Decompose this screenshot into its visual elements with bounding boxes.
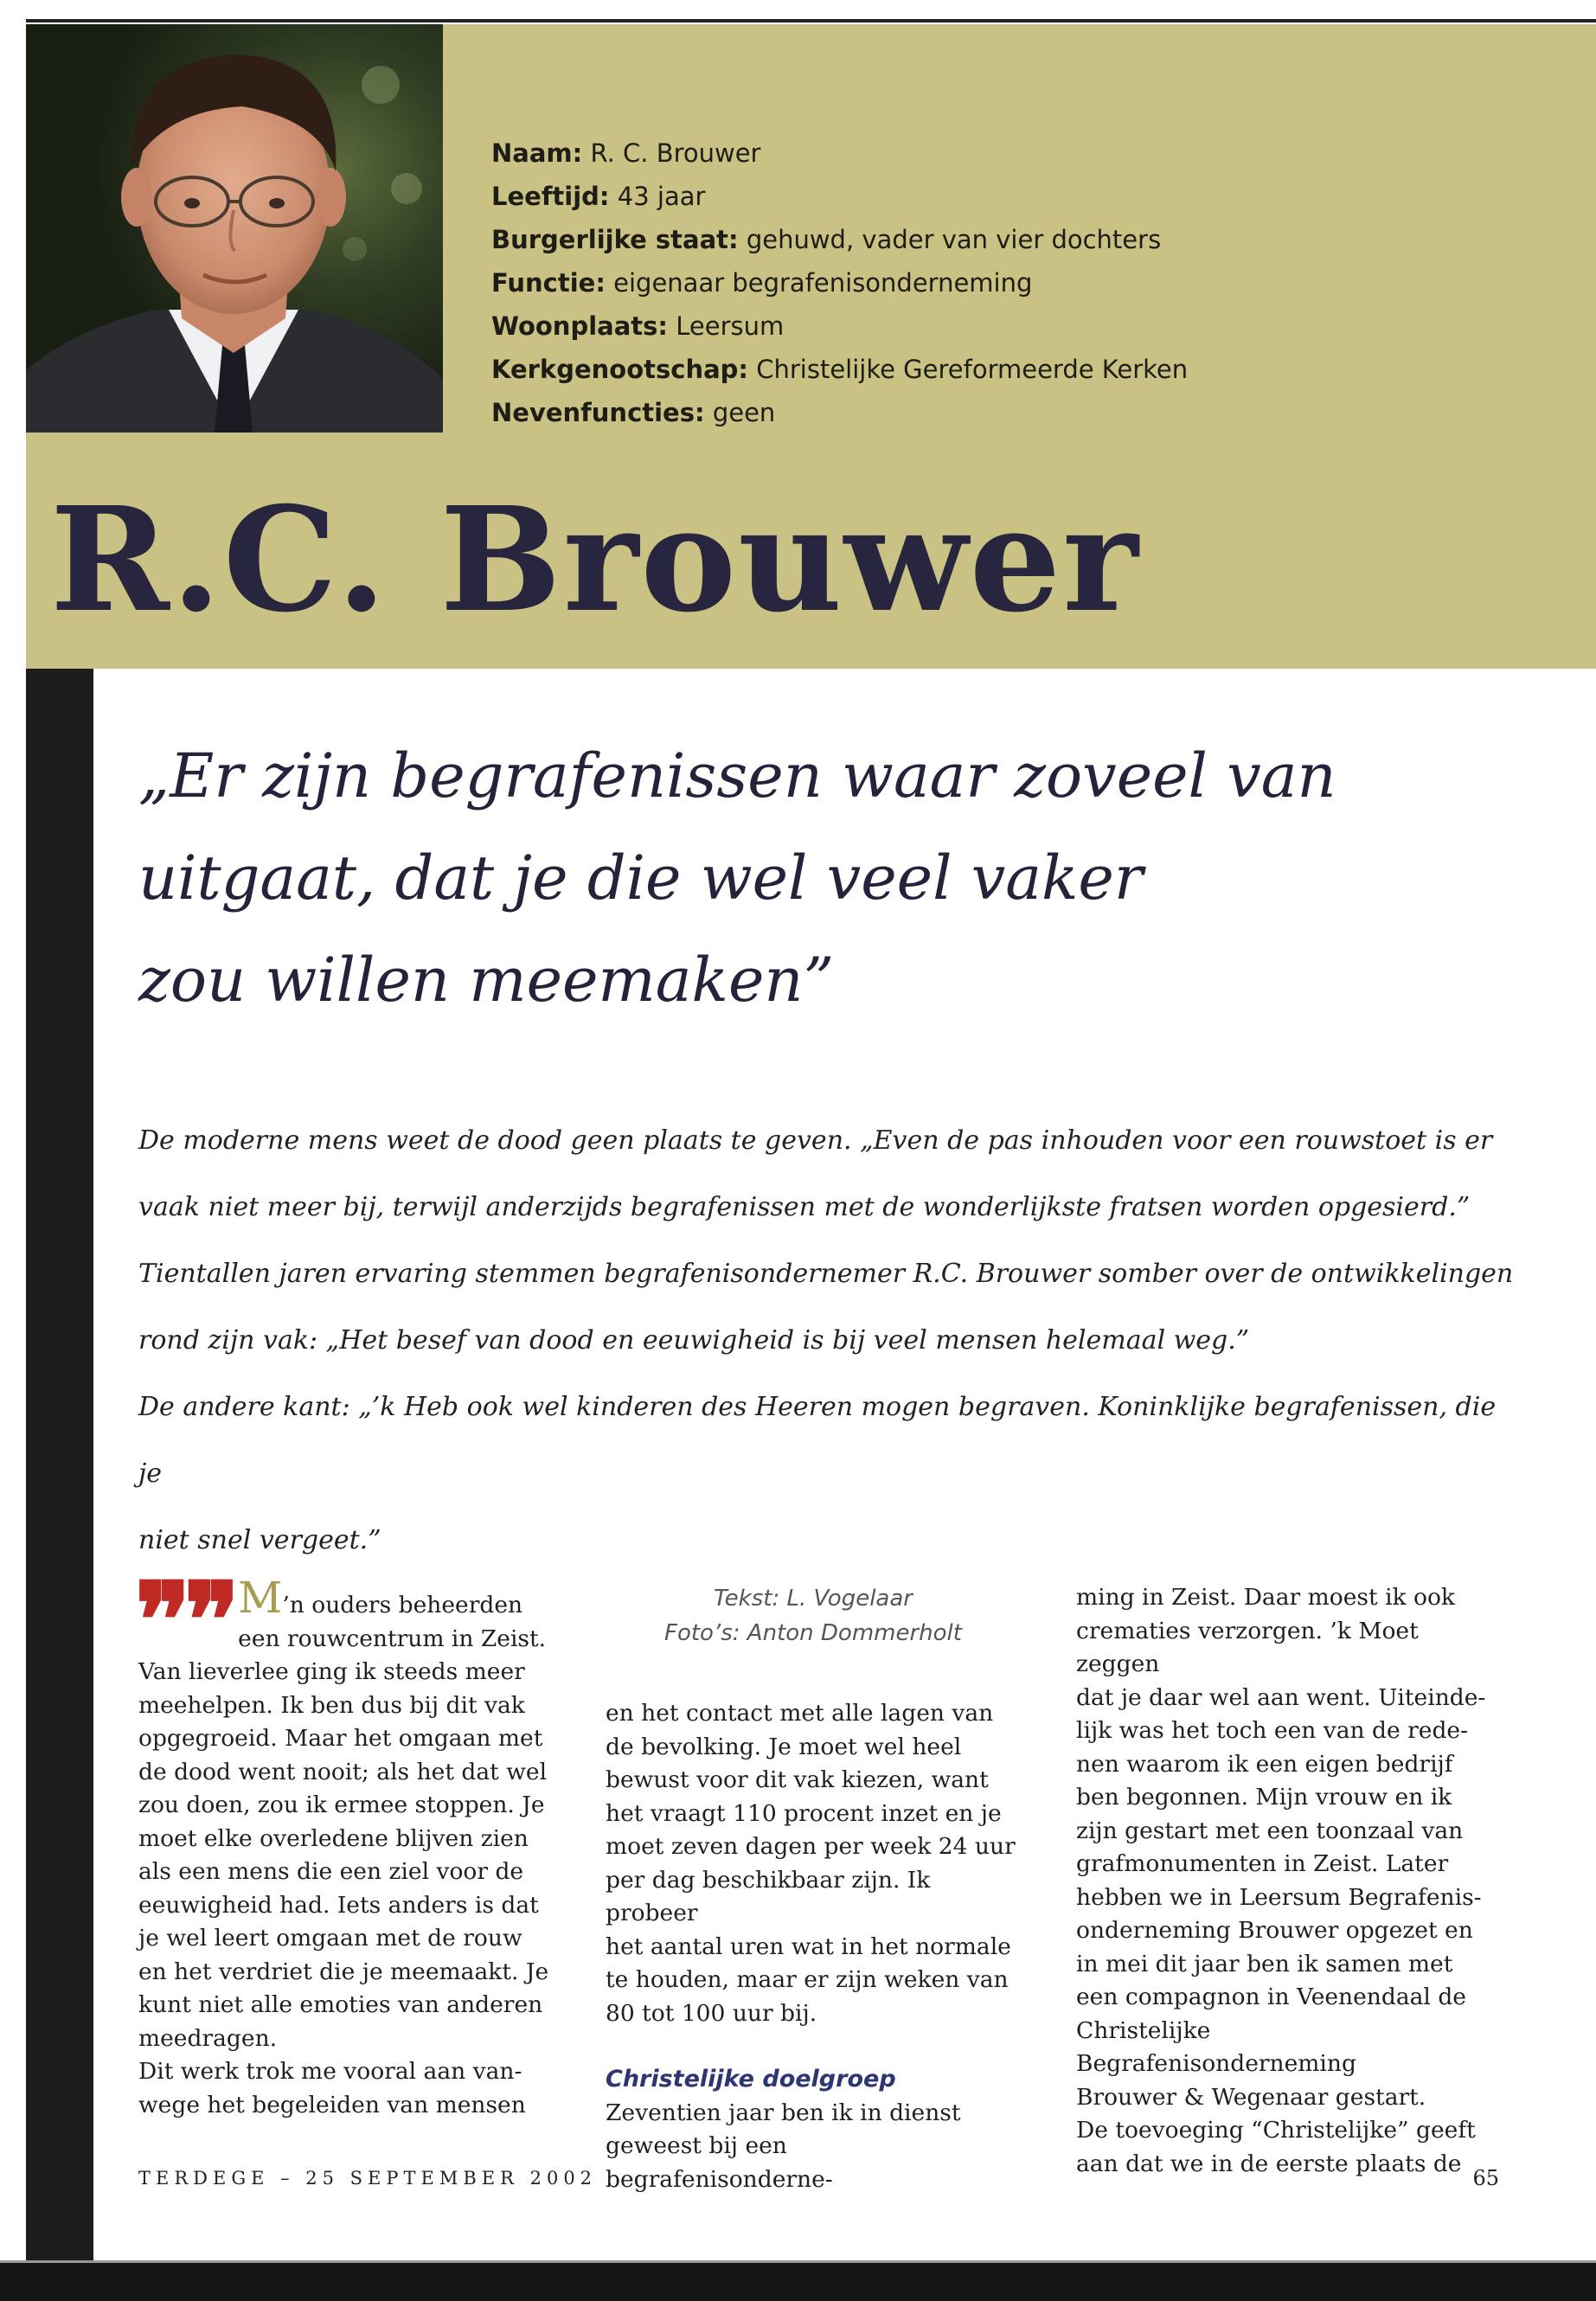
info-value: Leersum <box>676 311 785 341</box>
body-line: wege het begeleiden van mensen <box>138 2091 526 2118</box>
body-line: 80 tot 100 uur bij. <box>606 1999 817 2027</box>
body-line: Zeventien jaar ben ik in dienst <box>606 2099 961 2126</box>
body-line: en het contact met alle lagen van <box>606 1700 994 1727</box>
body-line: ming in Zeist. Daar moest ik ook <box>1076 1584 1455 1611</box>
body-line: eeuwigheid had. Iets anders is dat <box>138 1891 539 1919</box>
info-row-residence <box>491 304 1356 348</box>
left-dark-strip <box>26 669 93 2260</box>
body-line: te houden, maar er zijn weken van <box>606 1966 1009 1993</box>
body-line: geweest bij een begrafenisonderne- <box>606 2132 833 2193</box>
info-label: Kerkgenootschap: <box>491 355 749 384</box>
body-line: Dit werk trok me vooral aan van- <box>138 2058 522 2085</box>
portrait-illustration <box>26 24 443 433</box>
body-line: hebben we in Leersum Begrafenis- <box>1076 1883 1482 1911</box>
info-value: geen <box>712 398 776 427</box>
info-row-marital-status <box>491 218 1356 261</box>
info-row-side-functions <box>491 391 1356 434</box>
body-line: aan dat we in de eerste plaats de <box>1076 2150 1462 2177</box>
credit-photo: Foto’s: Anton Dommerholt <box>664 1620 962 1646</box>
info-row-age <box>491 175 1356 218</box>
section-subhead: Christelijke doelgroep <box>606 2066 896 2093</box>
body-line: dat je daar wel aan went. Uiteinde- <box>1076 1683 1486 1711</box>
dropcap: M <box>238 1573 283 1623</box>
body-line: Christelijke Begrafenisonderneming <box>1076 2016 1356 2077</box>
body-line: meedragen. <box>138 2024 278 2052</box>
intro-paragraph <box>138 1107 1514 1574</box>
body-line: kunt niet alle emoties van anderen <box>138 1991 543 2018</box>
headline-quote <box>138 725 1393 1031</box>
page-title: R.C. Brouwer <box>50 476 1140 644</box>
personal-info <box>491 131 1356 434</box>
body-line: het aantal uren wat in het normale <box>606 1932 1011 1960</box>
body-line: grafmonumenten in Zeist. Later <box>1076 1850 1449 1877</box>
body-line: De toevoeging “Christelijke” geeft <box>1076 2117 1476 2144</box>
body-line: per dag beschikbaar zijn. Ik probeer <box>606 1866 931 1926</box>
body-line: in mei dit jaar ben ik samen met <box>1076 1950 1453 1977</box>
credit-text: Tekst: L. Vogelaar <box>714 1586 913 1612</box>
body-line: ben begonnen. Mijn vrouw en ik <box>1076 1784 1452 1811</box>
body-line: een rouwcentrum in Zeist. <box>238 1625 547 1652</box>
body-line: het vraagt 110 procent inzet en je <box>606 1799 1002 1827</box>
body-line: lijk was het toch een van de rede- <box>1076 1717 1469 1744</box>
info-row-name <box>491 131 1356 175</box>
body-line: nen waarom ik een eigen bedrijf <box>1076 1750 1453 1778</box>
info-row-church <box>491 348 1356 391</box>
portrait-photo <box>26 24 443 433</box>
body-line: meehelpen. Ik ben dus bij dit vak <box>138 1691 525 1719</box>
headline-line: „Er zijn begrafenissen waar zoveel van <box>138 740 1336 811</box>
info-value: Christelijke Gereformeerde Kerken <box>756 355 1189 384</box>
body-line: moet zeven dagen per week 24 uur <box>606 1833 1016 1860</box>
quote-mark-icon: ❞❞ <box>135 1560 234 1682</box>
info-label: Burgerlijke staat: <box>491 225 739 254</box>
headline-line: uitgaat, dat je die wel veel vaker <box>138 843 1144 913</box>
body-line: de dood went nooit; als het dat wel <box>138 1758 548 1785</box>
info-row-function <box>491 261 1356 304</box>
top-rule <box>26 19 1596 22</box>
body-line: en het verdriet die je meemaakt. Je <box>138 1958 549 1985</box>
bottom-band <box>0 2263 1596 2301</box>
body-line: crematies verzorgen. ’k Moet zeggen <box>1076 1617 1419 1677</box>
page-number: 65 <box>1472 2166 1499 2190</box>
body-column-2 <box>606 1581 1021 2196</box>
headline-line: zou willen meemaken” <box>138 945 835 1016</box>
body-line: de bevolking. Je moet wel heel <box>606 1733 962 1760</box>
intro-line: De moderne mens weet de dood geen plaats te geven. „Even de pas inhouden voor een rouwstoet is er <box>138 1125 1493 1156</box>
body-line: bewust voor dit vak kiezen, want <box>606 1766 989 1793</box>
info-label: Woonplaats: <box>491 311 669 341</box>
body-line: zijn gestart met een toonzaal van <box>1076 1817 1464 1844</box>
intro-line: De andere kant: „’k Heb ook wel kinderen des Heeren mogen begraven. Koninklijke begrafenissen, die je <box>138 1392 1497 1489</box>
page-margin <box>0 0 26 2301</box>
body-line: onderneming Brouwer opgezet en <box>1076 1917 1473 1944</box>
body-line: moet elke overledene blijven zien <box>138 1824 529 1852</box>
article-credits <box>606 1581 1021 1650</box>
info-label: Functie: <box>491 268 606 298</box>
info-value: R. C. Brouwer <box>590 138 761 168</box>
footer-publication: TERDEGE – 25 SEPTEMBER 2002 <box>138 2168 598 2189</box>
body-line: M’n ouders beheerden <box>238 1573 523 1623</box>
body-line: opgegroeid. Maar het omgaan met <box>138 1725 543 1752</box>
body-line: een compagnon in Veenendaal de <box>1076 1984 1466 2010</box>
intro-line: Tientallen jaren ervaring stemmen begrafenisondernemer R.C. Brouwer somber over de ontwikkelingen <box>138 1259 1514 1289</box>
info-label: Naam: <box>491 138 583 168</box>
info-label: Leeftijd: <box>491 182 610 211</box>
info-value: gehuwd, vader van vier dochters <box>746 225 1162 254</box>
body-line: als een mens die een ziel voor de <box>138 1858 524 1885</box>
intro-line: rond zijn vak: „Het besef van dood en eeuwigheid is bij veel mensen helemaal weg.” <box>138 1325 1250 1356</box>
body-line: Van lieverlee ging ik steeds meer <box>138 1658 525 1685</box>
info-value: eigenaar begrafenisonderneming <box>613 268 1033 298</box>
body-column-3 <box>1076 1581 1491 2181</box>
body-line: zou doen, zou ik ermee stoppen. Je <box>138 1791 545 1818</box>
intro-line: vaak niet meer bij, terwijl anderzijds begrafenissen met de wonderlijkste fratsen worden opgesierd.” <box>138 1192 1471 1222</box>
intro-line: niet snel vergeet.” <box>138 1525 381 1555</box>
body-line: je wel leert omgaan met de rouw <box>138 1925 522 1952</box>
body-column-1 <box>135 1560 554 2122</box>
body-line: Brouwer & Wegenaar gestart. <box>1076 2083 1426 2111</box>
info-value: 43 jaar <box>617 182 706 211</box>
info-label: Nevenfuncties: <box>491 398 705 427</box>
